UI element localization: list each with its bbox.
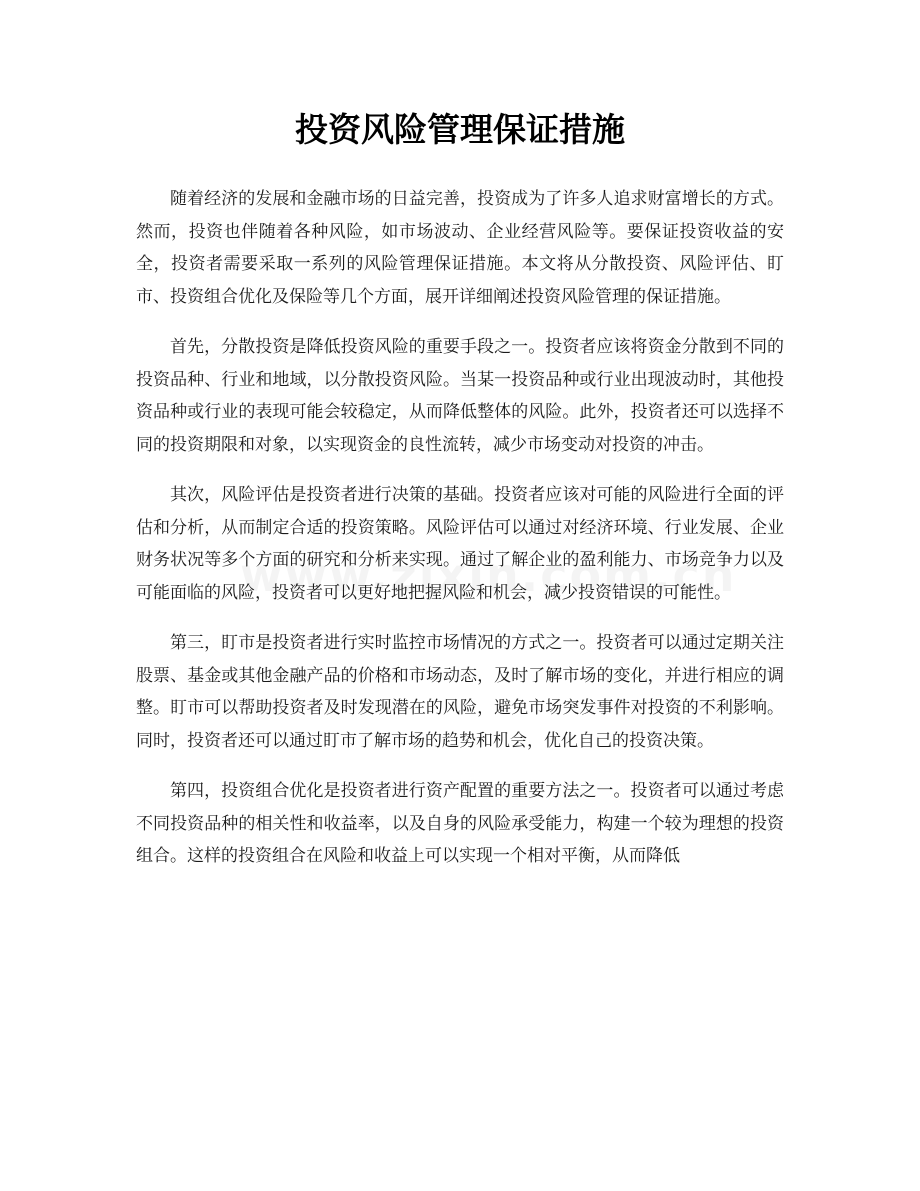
paragraph-portfolio-optimization: 第四，投资组合优化是投资者进行资产配置的重要方法之一。投资者可以通过考虑不同投资品种的相关性和收益率，以及自身的风险承受能力，构建一个较为理想的投资组合。这样的投资组合在风险和收益上可以实现一个相对平衡，从而降低 [136,781,784,866]
paragraph-diversification: 首先，分散投资是降低投资风险的重要手段之一。投资者应该将资金分散到不同的投资品种、行业和地域，以分散投资风险。当某一投资品种或行业出现波动时，其他投资品种或行业的表现可能会较稳定，从而降低整体的风险。此外，投资者还可以选择不同的投资期限和对象，以实现资金的良性流转，减少市场变动对投资的冲击。 [136,337,784,455]
paragraph-risk-assessment: 其次，风险评估是投资者进行决策的基础。投资者应该对可能的风险进行全面的评估和分析，从而制定合适的投资策略。风险评估可以通过对经济环境、行业发展、企业财务状况等多个方面的研究和分析来实现。通过了解企业的盈利能力、市场竞争力以及可能面临的风险，投资者可以更好地把握风险和机会，减少投资错误的可能性。 [136,485,784,603]
document-body [136,183,784,891]
paragraph-intro: 随着经济的发展和金融市场的日益完善，投资成为了许多人追求财富增长的方式。然而，投资也伴随着各种风险，如市场波动、企业经营风险等。要保证投资收益的安全，投资者需要采取一系列的风险管理保证措施。本文将从分散投资、风险评估、盯市、投资组合优化及保险等几个方面，展开详细阐述投资风险管理的保证措施。 [136,189,784,307]
document-title: 投资风险管理保证措施 [295,110,625,149]
paragraph-market-monitoring: 第三，盯市是投资者进行实时监控市场情况的方式之一。投资者可以通过定期关注股票、基金或其他金融产品的价格和市场动态，及时了解市场的变化，并进行相应的调整。盯市可以帮助投资者及时发现潜在的风险，避免市场突发事件对投资的不利影响。同时，投资者还可以通过盯市了解市场的趋势和机会，优化自己的投资决策。 [136,633,784,751]
